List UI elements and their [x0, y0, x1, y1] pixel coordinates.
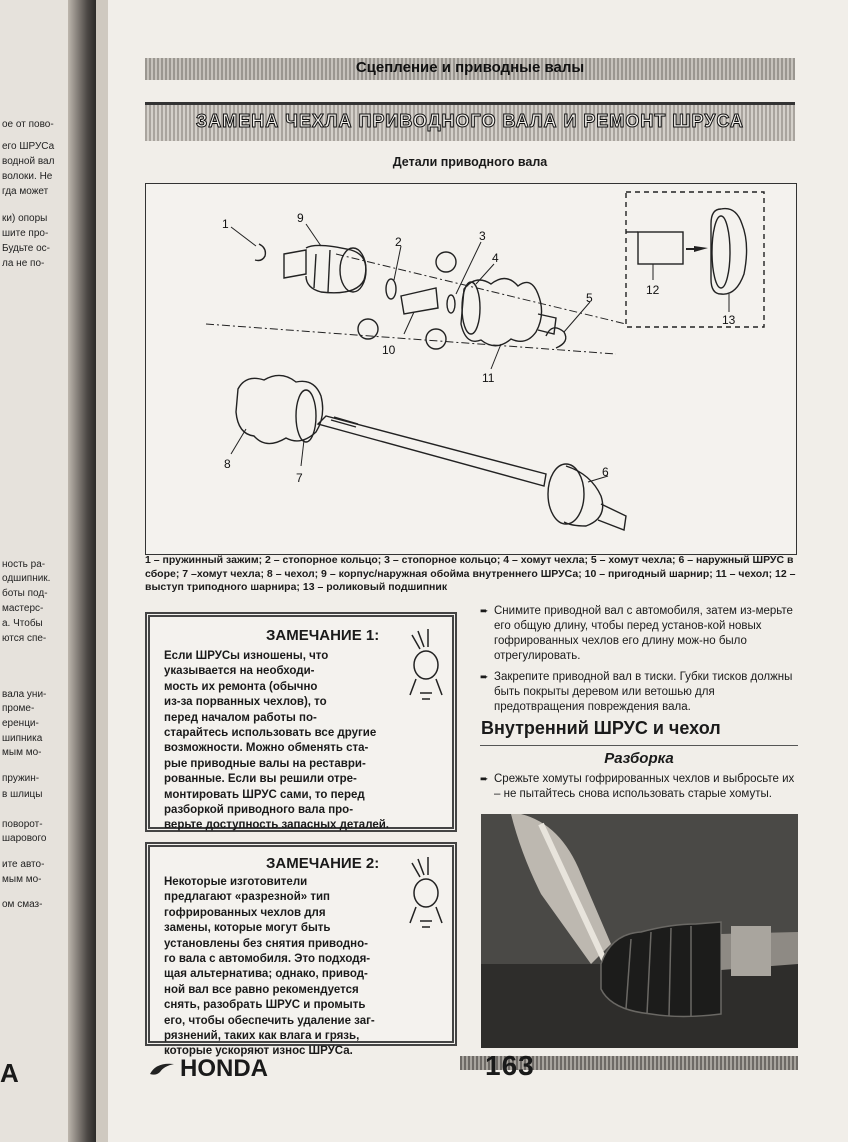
tripod-stud-detail: [626, 232, 683, 264]
section-divider: [480, 745, 798, 746]
section-header: [145, 58, 795, 80]
previous-page-text-fragment: шите про-: [2, 228, 49, 239]
boot-clamp-part-2: [546, 328, 566, 348]
previous-page-text-fragment: а. Чтобы: [2, 618, 43, 629]
figure-title: Детали приводного вала: [392, 155, 548, 169]
note-line: рязнений, таких как влага и грязь,: [164, 1030, 360, 1043]
book-gutter: [68, 0, 96, 1142]
note-line: его, чтобы обеспечить удаление заг-: [164, 1014, 375, 1027]
previous-page-text-fragment: мым мо-: [2, 747, 42, 758]
inner-boot-part: [461, 278, 556, 345]
boot-cutting-photo: [481, 814, 798, 1048]
instruction-item: ➨ Срежьте хомуты гофрированных чехлов и выбросьте их – не пытайтесь снова использовать старые хомуты.: [480, 773, 795, 800]
snap-ring-part: [386, 279, 396, 299]
bullet-arrow-icon: ➨: [480, 774, 489, 785]
note-line: замены, которые могут быть: [164, 922, 331, 935]
previous-page-text-fragment: ите авто-: [2, 859, 45, 870]
note-line: установлены без снятия приводно-: [164, 937, 368, 950]
note-line: мость их ремонта (обычно: [164, 680, 318, 693]
label-12: 12: [646, 283, 660, 297]
driveshaft-parts-drawing: [146, 184, 796, 554]
driveshaft-diagram: [145, 183, 797, 555]
previous-page-text-fragment: ом смаз-: [2, 899, 43, 910]
note-line: разборкой приводного вала про-: [164, 804, 354, 817]
previous-page-text-fragment: в шлицы: [2, 789, 43, 800]
note-line: рые приводные валы на реставри-: [164, 757, 366, 770]
previous-page-fragment: [0, 0, 96, 1142]
previous-page-text-fragment: ются спе-: [2, 633, 47, 644]
note-line: рованные. Если вы решили отре-: [164, 773, 357, 786]
wrench-hand-icon: [398, 623, 453, 703]
previous-page-text-fragment: боты под-: [2, 588, 48, 599]
note-line: го вала с автомобиля. Это подходя-: [164, 953, 371, 966]
spring-clip-part: [255, 244, 265, 261]
previous-page-text-fragment: мастерс-: [2, 603, 44, 614]
previous-page-text-fragment: мым мо-: [2, 874, 42, 885]
note-line: из-за порванных чехлов), то: [164, 696, 327, 709]
roller-bearing-detail: [711, 209, 747, 295]
note-line: снять, разобрать ШРУС и промыть: [164, 999, 366, 1012]
previous-page-text-fragment: шипника: [2, 733, 43, 744]
brand-name: HONDA: [180, 1055, 268, 1082]
label-11: 11: [482, 371, 495, 385]
wrench-hand-icon-2: [398, 851, 453, 931]
previous-page-bottom-text: A: [0, 1058, 19, 1088]
outer-cv-joint-part: [548, 464, 626, 530]
label-9: 9: [297, 211, 304, 225]
section-header-text: Сцепление и приводные валы: [355, 59, 585, 76]
page-title: ЗАМЕНА ЧЕХЛА ПРИВОДНОГО ВАЛА И РЕМОНТ ШРУСА: [195, 111, 745, 131]
note-line: возможности. Можно обменять ста-: [164, 742, 369, 755]
page-title-band: [145, 102, 795, 141]
note-1-title: ЗАМЕЧАНИЕ 1:: [266, 627, 380, 644]
note-line: щая альтернатива; однако, привод-: [164, 968, 368, 981]
previous-page-text-fragment: одшипник.: [2, 573, 51, 584]
note-line: которые ускоряют износ ШРУСа.: [164, 1045, 353, 1058]
previous-page-text-fragment: поворот-: [2, 819, 43, 830]
bullet-arrow-icon: ➨: [480, 672, 489, 683]
page-number: 163: [485, 1050, 535, 1081]
boot-clamp-part: [462, 282, 480, 334]
previous-page-text-fragment: еренци-: [2, 718, 39, 729]
diagram-arrows: [686, 246, 708, 252]
previous-page-text-fragment: вала уни-: [2, 689, 47, 700]
figure-caption: 1 – пружинный зажим; 2 – стопорное кольцо; 3 – стопорное кольцо; 4 – хомут чехла; 5 – хомут чехла; 6 – наружный ШРУС в сборе; 7 –хомут чехла; 8 – чехол; 9 – корпус/наружная обойма внутреннего ШРУСа; 10 – пригодный шарнир; 11 – чехол; 12 – выступ триподного шарнира; 13 – роликовый подшипник: [145, 554, 796, 593]
bullet-arrow-icon: ➨: [480, 606, 489, 617]
note-line: верьте доступность запасных деталей.: [164, 819, 390, 832]
note-box-1: [145, 612, 457, 832]
previous-page-text-fragment: водной вал: [2, 156, 55, 167]
label-13: 13: [722, 313, 736, 327]
photo-drawing: [481, 814, 798, 1048]
note-line: Некоторые изготовители: [164, 876, 308, 888]
note-line: монтировать ШРУС сами, то перед: [164, 788, 365, 801]
label-1: 1: [222, 217, 229, 231]
note-box-2: [145, 842, 457, 1058]
previous-page-text-fragment: проме-: [2, 703, 35, 714]
previous-page-text-fragment: пружин-: [2, 773, 40, 784]
note-line: перед началом работы по-: [164, 711, 317, 724]
note-line: старайтесь использовать все другие: [164, 727, 377, 740]
label-5: 5: [586, 291, 593, 305]
label-4: 4: [492, 251, 499, 265]
note-line: Если ШРУСы изношены, что: [164, 650, 329, 662]
honda-wing-icon: [148, 1060, 176, 1078]
label-7: 7: [296, 471, 303, 485]
label-3: 3: [479, 229, 486, 243]
label-8: 8: [224, 457, 231, 471]
section-heading: Внутренний ШРУС и чехол: [481, 718, 721, 738]
instructions-top: [480, 604, 798, 721]
previous-page-text-fragment: Будьте ос-: [2, 243, 50, 254]
previous-page-text-fragment: шарового: [2, 833, 47, 844]
previous-page-text-fragment: ое от пово-: [2, 119, 54, 130]
label-6: 6: [602, 465, 609, 479]
previous-page-text-fragment: ла не по-: [2, 258, 45, 269]
instruction-item: ➨ Закрепите приводной вал в тиски. Губки тисков должны быть покрыты деревом или ветошью для предотвращения повреждения вала.: [480, 671, 793, 713]
instructions-bottom: [480, 772, 798, 808]
previous-page-text-fragment: волоки. Не: [2, 171, 53, 182]
outer-race-part: [284, 245, 366, 292]
outer-boot-part: [236, 375, 323, 443]
instruction-item: ➨ Снимите приводной вал с автомобиля, затем из-мерьте его общую длину, чтобы перед установ-кой новых гофрированных чехлов его длину мож-но было отрегулировать.: [480, 605, 793, 662]
note-line: гофрированных чехлов для: [164, 906, 326, 919]
boot-clamp-part-3: [296, 390, 316, 442]
previous-page-text-fragment: ки) опоры: [2, 213, 48, 224]
previous-page-text-fragment: его ШРУСа: [2, 141, 55, 152]
previous-page-text-fragment: ность ра-: [2, 559, 46, 570]
note-line: указывается на необходи-: [164, 665, 315, 678]
drive-shaft-part: [318, 416, 546, 486]
label-10: 10: [382, 343, 396, 357]
snap-ring-part-2: [447, 295, 455, 313]
detail-box: [626, 192, 764, 327]
note-line: ной вал все равно рекомендуется: [164, 983, 359, 996]
previous-page-text-fragment: гда может: [2, 186, 49, 197]
tripod-joint-part: [358, 252, 456, 349]
subsection-heading: Разборка: [604, 750, 674, 767]
note-2-title: ЗАМЕЧАНИЕ 2:: [266, 855, 380, 872]
label-2: 2: [395, 235, 402, 249]
note-line: предлагают «разрезной» тип: [164, 891, 331, 904]
